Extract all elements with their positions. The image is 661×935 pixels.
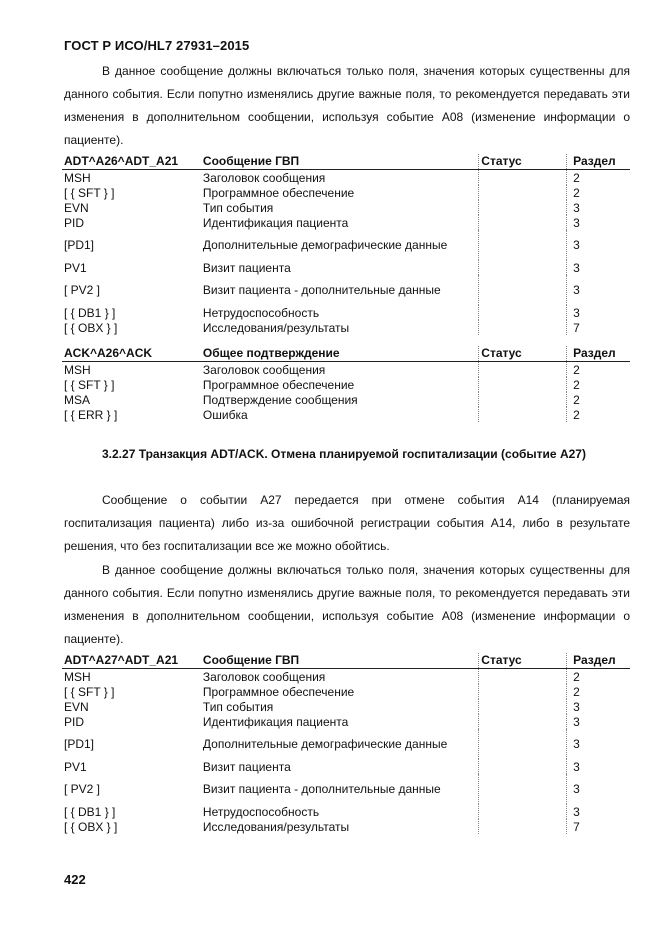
description-cell: Программное обеспечение bbox=[201, 684, 479, 699]
column-header: ADT^A27^ADT_A21 bbox=[62, 653, 201, 669]
column-header: ACK^A26^ACK bbox=[62, 346, 201, 362]
segment-cell: PV1 bbox=[64, 260, 87, 275]
section-cell: 3 bbox=[573, 238, 580, 252]
segment-cell: [ PV2 ] bbox=[64, 283, 101, 297]
description-cell: Идентификация пациента bbox=[201, 215, 479, 230]
column-header: Сообщение ГВП bbox=[201, 653, 479, 669]
status-cell bbox=[479, 260, 567, 275]
column-header: Раздел bbox=[567, 346, 630, 362]
table-adt-a26 bbox=[62, 154, 630, 335]
status-cell bbox=[479, 230, 567, 260]
status-cell bbox=[479, 759, 567, 774]
section-cell: 3 bbox=[573, 759, 580, 774]
column-header: ADT^A26^ADT_A21 bbox=[62, 154, 201, 170]
section-cell: 7 bbox=[573, 819, 580, 834]
section-cell: 3 bbox=[573, 699, 580, 714]
status-cell bbox=[479, 669, 567, 685]
description-cell: Программное обеспечение bbox=[201, 185, 479, 200]
section-cell: 2 bbox=[573, 392, 580, 407]
status-cell bbox=[479, 392, 567, 407]
table-row bbox=[62, 729, 630, 759]
description-cell: Идентификация пациента bbox=[201, 714, 479, 729]
description-cell: Исследования/результаты bbox=[201, 819, 479, 834]
segment-cell: [PD1] bbox=[64, 737, 95, 751]
segment-cell: MSH bbox=[64, 170, 91, 185]
table-row bbox=[62, 275, 630, 305]
table-row bbox=[62, 699, 630, 714]
segment-cell: PID bbox=[64, 714, 85, 729]
section-cell: 2 bbox=[573, 362, 580, 377]
status-cell bbox=[479, 305, 567, 320]
table-row bbox=[62, 759, 630, 774]
segment-cell: [ { OBX } ] bbox=[64, 819, 118, 834]
section-cell: 3 bbox=[573, 260, 580, 275]
section-cell: 3 bbox=[573, 305, 580, 320]
status-cell bbox=[479, 684, 567, 699]
status-cell bbox=[479, 215, 567, 230]
segment-cell: MSH bbox=[64, 669, 91, 684]
column-header: Раздел bbox=[567, 154, 630, 170]
section-cell: 2 bbox=[573, 377, 580, 392]
section-cell: 2 bbox=[573, 170, 580, 185]
description-cell: Заголовок сообщения bbox=[201, 362, 479, 378]
column-header: Сообщение ГВП bbox=[201, 154, 479, 170]
segment-cell: [ PV2 ] bbox=[64, 782, 101, 796]
segment-cell: PID bbox=[64, 215, 85, 230]
table-row bbox=[62, 320, 630, 335]
status-cell bbox=[479, 729, 567, 759]
table-adt-a27 bbox=[62, 653, 630, 834]
segment-cell: MSA bbox=[64, 392, 91, 407]
segment-cell: [PD1] bbox=[64, 238, 95, 252]
section-cell: 3 bbox=[573, 804, 580, 819]
description-cell: Программное обеспечение bbox=[201, 377, 479, 392]
section-cell: 3 bbox=[573, 283, 580, 297]
description-cell: Визит пациента - дополнительные данные bbox=[201, 275, 479, 305]
column-header: Раздел bbox=[567, 653, 630, 669]
table-ack-a26 bbox=[62, 346, 630, 422]
table-row bbox=[62, 260, 630, 275]
table-header-row bbox=[62, 653, 630, 669]
segment-cell: PV1 bbox=[64, 759, 87, 774]
table-row bbox=[62, 774, 630, 804]
table-row bbox=[62, 305, 630, 320]
table-row bbox=[62, 200, 630, 215]
segment-cell: [ { OBX } ] bbox=[64, 320, 118, 335]
table-row bbox=[62, 669, 630, 685]
description-cell: Дополнительные демографические данные bbox=[201, 230, 479, 260]
status-cell bbox=[479, 377, 567, 392]
section-cell: 3 bbox=[573, 782, 580, 796]
segment-cell: [ { SFT } ] bbox=[64, 377, 115, 392]
description-cell: Визит пациента - дополнительные данные bbox=[201, 774, 479, 804]
description-cell: Дополнительные демографические данные bbox=[201, 729, 479, 759]
section-cell: 3 bbox=[573, 200, 580, 215]
section-cell: 7 bbox=[573, 320, 580, 335]
status-cell bbox=[479, 407, 567, 422]
section-heading: 3.2.27 Транзакция ADT/ACK. Отмена планируемой госпитализации (событие А27) bbox=[102, 447, 586, 461]
table-row bbox=[62, 714, 630, 729]
table-row bbox=[62, 362, 630, 378]
document-header: ГОСТ Р ИСО/HL7 27931–2015 bbox=[64, 38, 250, 53]
status-cell bbox=[479, 362, 567, 378]
description-cell: Заголовок сообщения bbox=[201, 669, 479, 685]
description-cell: Нетрудоспособность bbox=[201, 804, 479, 819]
description-cell: Визит пациента bbox=[201, 759, 479, 774]
section-cell: 2 bbox=[573, 669, 580, 684]
segment-cell: [ { DB1 } ] bbox=[64, 804, 116, 819]
description-cell: Исследования/результаты bbox=[201, 320, 479, 335]
table-header-row bbox=[62, 154, 630, 170]
status-cell bbox=[479, 819, 567, 834]
column-header: Статус bbox=[479, 154, 567, 170]
table-row bbox=[62, 407, 630, 422]
description-cell: Тип события bbox=[201, 699, 479, 714]
section-cell: 2 bbox=[573, 185, 580, 200]
paragraph-3: В данное сообщение должны включаться только поля, значения которых существенны для данного события. Если попутно изменялись другие важные поля, то рекомендуется передавать эти изменения в дополнительном сообщении, используя событие А08 (изменение информации о пациенте). bbox=[64, 563, 630, 646]
table-row bbox=[62, 804, 630, 819]
segment-cell: [ { SFT } ] bbox=[64, 185, 115, 200]
paragraph-2: Сообщение о событии А27 передается при отмене события А14 (планируемая госпитализация пациента) либо из-за ошибочной регистрации события А14, либо в результате решения, что без госпитализации все же можно обойтись. bbox=[64, 493, 630, 553]
table-row bbox=[62, 215, 630, 230]
segment-cell: MSH bbox=[64, 362, 91, 377]
section-cell: 3 bbox=[573, 737, 580, 751]
segment-cell: [ { DB1 } ] bbox=[64, 305, 116, 320]
segment-cell: [ { SFT } ] bbox=[64, 684, 115, 699]
status-cell bbox=[479, 275, 567, 305]
table-row bbox=[62, 185, 630, 200]
description-cell: Заголовок сообщения bbox=[201, 170, 479, 186]
description-cell: Ошибка bbox=[201, 407, 479, 422]
status-cell bbox=[479, 200, 567, 215]
column-header: Статус bbox=[479, 653, 567, 669]
table-row bbox=[62, 230, 630, 260]
table-row bbox=[62, 819, 630, 834]
page-number: 422 bbox=[64, 872, 86, 887]
segment-cell: [ { ERR } ] bbox=[64, 407, 118, 422]
status-cell bbox=[479, 774, 567, 804]
description-cell: Визит пациента bbox=[201, 260, 479, 275]
column-header: Статус bbox=[479, 346, 567, 362]
section-cell: 2 bbox=[573, 684, 580, 699]
status-cell bbox=[479, 699, 567, 714]
status-cell bbox=[479, 170, 567, 186]
status-cell bbox=[479, 185, 567, 200]
segment-cell: EVN bbox=[64, 699, 89, 714]
section-cell: 3 bbox=[573, 215, 580, 230]
table-row bbox=[62, 684, 630, 699]
table-row bbox=[62, 392, 630, 407]
description-cell: Нетрудоспособность bbox=[201, 305, 479, 320]
description-cell: Тип события bbox=[201, 200, 479, 215]
status-cell bbox=[479, 320, 567, 335]
section-cell: 3 bbox=[573, 714, 580, 729]
paragraph-1: В данное сообщение должны включаться только поля, значения которых существенны для данного события. Если попутно изменялись другие важные поля, то рекомендуется передавать эти изменения в дополнительном сообщении, используя событие А08 (изменение информации о пациенте). bbox=[64, 64, 630, 147]
table-row bbox=[62, 170, 630, 186]
status-cell bbox=[479, 714, 567, 729]
description-cell: Подтверждение сообщения bbox=[201, 392, 479, 407]
status-cell bbox=[479, 804, 567, 819]
table-row bbox=[62, 377, 630, 392]
column-header: Общее подтверждение bbox=[201, 346, 479, 362]
segment-cell: EVN bbox=[64, 200, 89, 215]
section-cell: 2 bbox=[573, 407, 580, 422]
table-header-row bbox=[62, 346, 630, 362]
